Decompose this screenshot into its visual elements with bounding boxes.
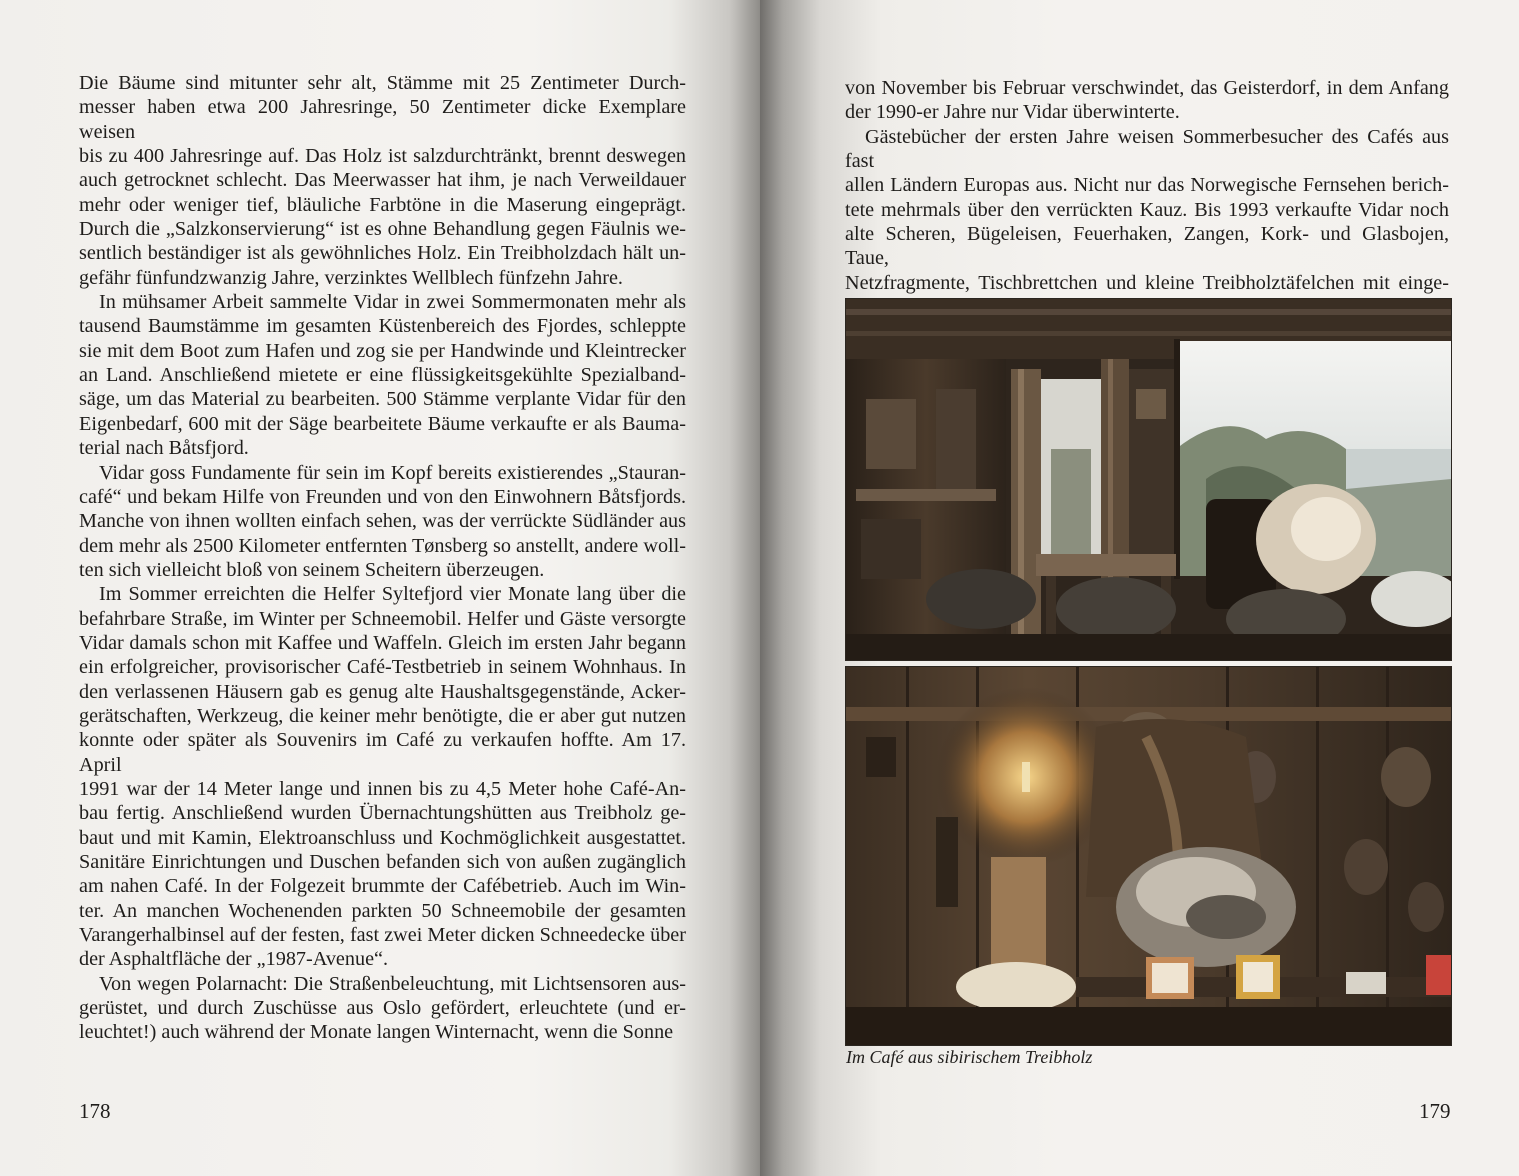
left-page-body-text xyxy=(79,71,686,1045)
text-line: tausend Baumstämme im gesamten Küstenbereich des Fjordes, schleppte xyxy=(79,315,686,338)
text-line: Manche von ihnen wollten einfach sehen, was der verrückte Südländer aus xyxy=(79,510,686,533)
text-line: konnte oder später als Souvenirs im Café zu verkaufen hoffte. Am 17. April xyxy=(79,729,686,776)
text-line: Gästebücher der ersten Jahre weisen Sommerbesucher des Cafés aus fast xyxy=(845,125,1449,173)
text-line: Vidar damals schon mit Kaffee und Waffeln. Gleich im ersten Jahr begann xyxy=(79,631,686,654)
cafe-interior-photo-window xyxy=(845,298,1452,661)
paragraph xyxy=(79,461,686,583)
text-line: café“ und bekam Hilfe von Freunden und von den Einwohnern Båtsfjords. xyxy=(79,485,686,508)
paragraph xyxy=(845,76,1449,125)
text-line: terial nach Båtsfjord. xyxy=(79,437,249,460)
text-line: der 1990-er Jahre nur Vidar überwinterte. xyxy=(845,101,1180,124)
text-line: In mühsamer Arbeit sammelte Vidar in zwei Sommermonaten mehr als xyxy=(99,291,686,314)
text-line: Eigenbedarf, 600 mit der Säge bearbeitete Bäume verkaufte er als Bauma- xyxy=(79,412,686,435)
text-line: Varangerhalbinsel auf der festen, fast zwei Meter dicken Schneedecke über xyxy=(79,924,686,947)
text-line: sentlich beständiger ist als gewöhnliches Holz. Ein Treibholzdach hält un- xyxy=(79,242,686,265)
text-line: Im Sommer erreichten die Helfer Syltefjord vier Monate lang über die xyxy=(99,583,686,606)
text-line: tete mehrmals über den verrückten Kauz. Bis 1993 verkaufte Vidar noch xyxy=(845,198,1449,221)
text-line: alte Scheren, Bügeleisen, Feuerhaken, Zangen, Kork- und Glasbojen, Taue, xyxy=(845,223,1449,270)
paragraph xyxy=(79,972,686,1045)
cafe-interior-photo-fireplace xyxy=(845,666,1452,1046)
text-line: den verlassenen Häusern gab es genug alte Haushaltsgegenstände, Acker- xyxy=(79,680,686,703)
paragraph xyxy=(79,582,686,972)
left-page-number: 178 xyxy=(79,1099,111,1123)
text-line: von November bis Februar verschwindet, das Geisterdorf, in dem Anfang xyxy=(845,77,1449,99)
text-line: am nahen Café. In der Folgezeit brummte der Cafébetrieb. Auch im Win- xyxy=(79,875,686,898)
text-line: messer haben etwa 200 Jahresringe, 50 Zentimeter dicke Exemplare weisen xyxy=(79,96,686,143)
text-line: dem mehr als 2500 Kilometer entfernten Tønsberg so anstellt, andere woll- xyxy=(79,534,686,557)
text-line: baut und mit Kamin, Elektroanschluss und Kochmöglichkeit ausgestattet. xyxy=(79,826,686,849)
text-line: an Land. Anschließend mietete er eine flüssigkeitsgekühlte Spezialband- xyxy=(79,364,686,387)
text-line: ein erfolgreicher, provisorischer Café-Testbetrieb in seinem Wohnhaus. In xyxy=(79,656,686,679)
text-line: säge, um das Material zu bearbeiten. 500 Stämme verplante Vidar für den xyxy=(79,388,686,411)
text-line: sie mit dem Boot zum Hafen und zog sie per Handwinde und Kleintrecker xyxy=(79,339,686,362)
text-line: leuchtet!) auch während der Monate langen Winternacht, wenn die Sonne xyxy=(79,1021,674,1044)
text-line: mehr oder weniger tief, bläuliche Farbtöne in die Maserung eingeprägt. xyxy=(79,193,686,216)
text-line: Durch die „Salzkonservierung“ ist es ohne Behandlung gegen Fäulnis we- xyxy=(79,218,686,241)
photo-caption: Im Café aus sibirischem Treibholz xyxy=(846,1047,1093,1067)
text-line: auch getrocknet schlecht. Das Meerwasser hat ihm, je nach Verweildauer xyxy=(79,169,686,192)
text-line: Von wegen Polarnacht: Die Straßenbeleuchtung, mit Lichtsensoren aus- xyxy=(99,972,686,995)
text-line: Sanitäre Einrichtungen und Duschen befanden sich von außen zugänglich xyxy=(79,851,686,873)
text-line: befahrbare Straße, im Winter per Schneemobil. Helfer und Gäste versorgte xyxy=(79,607,686,630)
text-line: allen Ländern Europas aus. Nicht nur das Norwegische Fernsehen berich- xyxy=(845,174,1449,197)
text-line: der Asphaltfläche der „1987-Avenue“. xyxy=(79,948,389,971)
text-line: gefähr fünfundzwanzig Jahre, verzinktes Wellblech fünfzehn Jahre. xyxy=(79,266,623,289)
text-line: Netzfragmente, Tischbrettchen und kleine Treibholztäfelchen mit einge- xyxy=(845,271,1449,294)
paragraph xyxy=(845,125,1449,320)
right-page-body-text xyxy=(845,76,1449,319)
text-line: bau fertig. Anschließend wurden Übernachtungshütten aus Treibholz ge- xyxy=(79,802,686,825)
text-line: ter. An manchen Wochenenden parkten 50 Schneemobile der gesamten xyxy=(79,899,686,922)
text-line: 1991 war der 14 Meter lange und innen bis zu 4,5 Meter hohe Café-An- xyxy=(79,777,686,800)
text-line: gerätschaften, Werkzeug, die keiner mehr benötigte, die er aber gut nutzen xyxy=(79,704,686,727)
text-line: gerüstet, und durch Zuschüsse aus Oslo gefördert, erleuchtete (und er- xyxy=(79,997,686,1020)
text-line: ten sich vielleicht bloß von seinem Scheitern überzeugen. xyxy=(79,558,545,581)
paragraph xyxy=(79,71,686,290)
right-page-number: 179 xyxy=(1419,1099,1451,1123)
text-line: bis zu 400 Jahresringe auf. Das Holz ist salzdurchtränkt, brennt deswegen xyxy=(79,145,686,168)
text-line: Vidar goss Fundamente für sein im Kopf bereits existierendes „Stauran- xyxy=(99,461,686,484)
paragraph xyxy=(79,290,686,460)
text-line: Die Bäume sind mitunter sehr alt, Stämme mit 25 Zentimeter Durch- xyxy=(79,72,686,94)
